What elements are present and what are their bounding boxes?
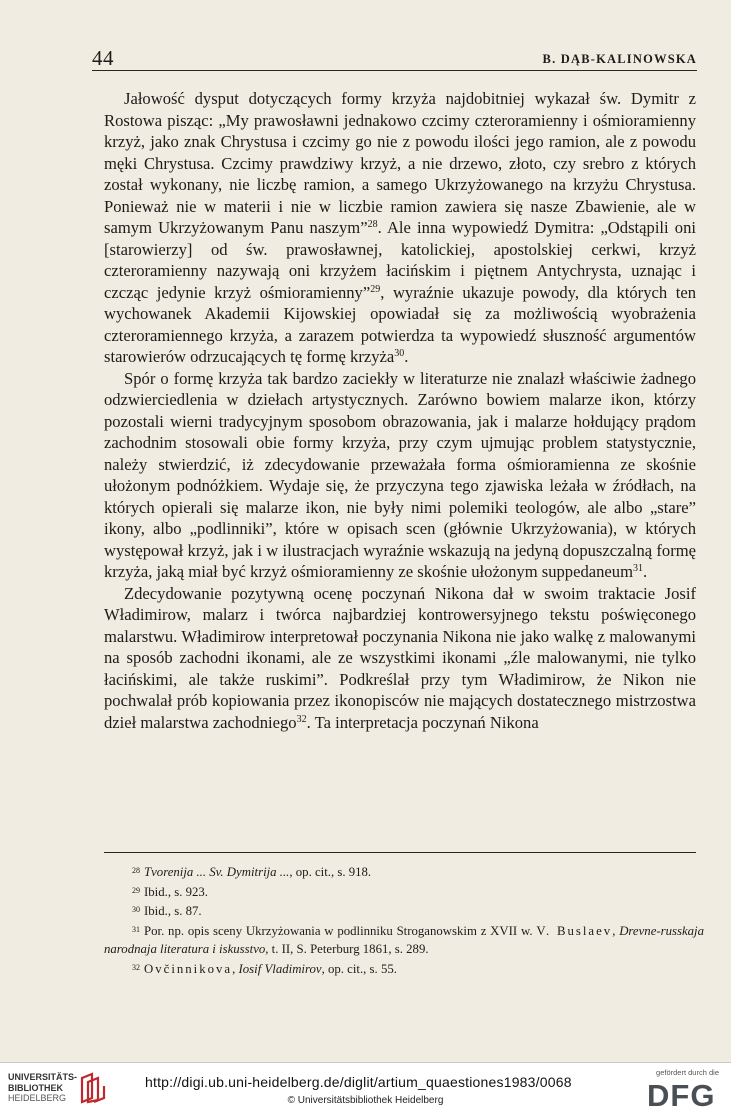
footnote-reference: 31 xyxy=(633,563,643,574)
footnote-text: Por. np. opis sceny Ukrzyżowania w podlinniku Stroganowskim z XVII w. xyxy=(144,923,537,938)
paragraph-text: Jałowość dysput dotyczących formy krzyża najdobitniej wykazał św. Dymitr z Rostowa pisząc: „My prawosławni jednakowo czcimy czteroramienny i ośmioramienny krzyż, jako znak Chrystusa i czcimy go nie z powodu ilości jego ramion, ale z powodu męki Chrystusa. Czcimy prawdziwy krzyż, a nie drzewo, złoto, czy srebro z których został wykonany, nie liczbę ramion, a samego Ukrzyżowanego na krzyżu Chrystusa. Ponieważ nie w materii i nie w liczbie ramion zawiera się nasze Zbawienie, ale w samym Ukrzyżowanym Panu naszym” xyxy=(104,89,696,237)
footnote-reference: 29 xyxy=(370,283,381,295)
footnote-text: , op. cit., s. 918. xyxy=(289,865,372,879)
dfg-funder-logo[interactable] xyxy=(639,1068,719,1112)
footnote-title: Iosif Vladimirov xyxy=(238,961,322,976)
body-text xyxy=(104,88,696,733)
body-paragraph xyxy=(104,368,696,583)
paragraph-text: . Ta interpretacja poczynań Nikona xyxy=(306,712,539,732)
funder-label: gefördert durch die xyxy=(656,1068,719,1077)
footnote-rule xyxy=(104,852,696,853)
footnote-title: Drevne-russkaja narodnaja literatura i iskusstvo xyxy=(104,923,705,957)
footnote xyxy=(104,882,704,902)
footnote xyxy=(104,901,704,921)
running-head-author: B. DĄB-KALINOWSKA xyxy=(542,52,697,66)
footnote-number: 29 xyxy=(132,885,140,895)
footnote-text: Ibid., s. 87. xyxy=(144,904,202,919)
footer-rule xyxy=(0,1062,731,1063)
dfg-logo-icon xyxy=(647,1078,719,1110)
footnote-text: , t. II, S. Peterburg 1861, s. 289. xyxy=(265,942,429,957)
page-number: 44 xyxy=(92,46,114,70)
footnote-author: V. Buslaev xyxy=(536,923,613,938)
paragraph-text: , wyraźnie ukazuje powody, dla których ten wychowanek Akademii Kijowskiej opowiadał się za możliwością wyobrażenia czteroramiennego krzyża, a zarazem potwierdza ta wypowiedź słuszność argumentów starowierów odrzucających tę formę krzyża xyxy=(104,282,696,366)
footnote xyxy=(104,862,704,882)
paragraph-text: . xyxy=(404,347,409,366)
paragraph-text: . xyxy=(643,562,648,581)
institution-line3: HEIDELBERG xyxy=(8,1093,67,1103)
footnote-number: 31 xyxy=(132,924,140,934)
header-rule xyxy=(92,70,697,71)
running-head xyxy=(92,46,697,70)
footnote-author: Ovčinnikova xyxy=(144,961,233,976)
footnote-reference: 32 xyxy=(296,713,307,725)
footnote-number: 28 xyxy=(132,866,140,875)
page-url-link[interactable]: http://digi.ub.uni-heidelberg.de/diglit/artium_quaestiones1983/0068 xyxy=(145,1074,572,1090)
copyright-notice: © Universitätsbibliothek Heidelberg xyxy=(287,1095,444,1106)
body-paragraph xyxy=(104,583,696,734)
footnote-reference: 30 xyxy=(394,348,405,359)
paragraph-text: Zdecydowanie pozytywną ocenę poczynań Nikona dał w swoim traktacie Josif Władimirow, malarz i twórca najbardziej kontrowersyjnego tekstu poświęconego malarstwu. Władimirow interpretował poczynania Nikona nie jako walkę z malowanymi na sposób zachodni ikonami, ale ze wszystkimi ikonami „źle malowanymi, nie tylko łacińskimi, ale także ruskimi”. Podkreślał przy tym Władimirow, że Nikon nie pochwalał prób kopiowania przez ikonopisców nie mających dostatecznego mistrzostwa dzieł malarstwa zachodniego xyxy=(104,583,696,732)
footnote-text: , xyxy=(612,923,620,938)
institution-line2: BIBLIOTHEK xyxy=(8,1082,63,1093)
institution-line1: UNIVERSITÄTS- xyxy=(8,1072,78,1082)
viewer-footer xyxy=(0,1062,731,1114)
footnote-number: 30 xyxy=(132,905,140,915)
paragraph-text: Spór o formę krzyża tak bardzo zaciekły w literaturze nie znalazł właściwie żadnego odzwierciedlenia w dziełach artystycznych. Zarówno bowiem malarze ikon, którzy pozostali wierni tradycyjnym sposobom obrazowania, jak i malarze hołdujący prądom zachodnim stosowali obie formy krzyża, przy czym ujmując problem statystycznie, należy stwierdzić, iż zdecydowanie przeważała forma ośmioramienna ze skośnie ułożonym podnóżkiem. Wydaje się, że przyczyna tego zjawiska leżała w źródłach, na których opierali się malarze ikon, nie były nimi polemiki teologów, ale albo „stare” ikony, albo „podlinniki”, które w opisach scen (głównie Ukrzyżowania), w których występował krzyż, jak i w ilustracjach wyraźnie wskazują na jedyną dopuszczalną formę krzyża, jaką miał być krzyż ośmioramienny ze skośnie ułożonym suppedaneum xyxy=(104,368,696,581)
footnote-text: , xyxy=(232,961,239,976)
footnote-text: Ibid., s. 923. xyxy=(144,884,208,899)
footnotes xyxy=(104,862,704,979)
svg-text:DFG: DFG xyxy=(647,1078,716,1110)
footnote-title: Tvorenija ... Sv. Dymitrija ... xyxy=(144,865,290,879)
body-paragraph xyxy=(104,88,696,368)
footnote xyxy=(104,921,704,959)
footnote-number: 32 xyxy=(132,962,140,972)
footnote-reference: 28 xyxy=(367,219,378,230)
footnote-text: , op. cit., s. 55. xyxy=(321,961,397,976)
paragraph-text: . Ale inna wypowiedź Dymitra: „Odstąpili oni [starowierzy] od św. prawosławnej, katolickiej, apostolskiej cerkwi, krzyż czteroramienny nazywają oni krzyżem łacińskim i piętnem Antychrysta, uznając i czcząc jedynie krzyż ośmioramienny” xyxy=(104,218,696,302)
footnote xyxy=(104,959,704,979)
